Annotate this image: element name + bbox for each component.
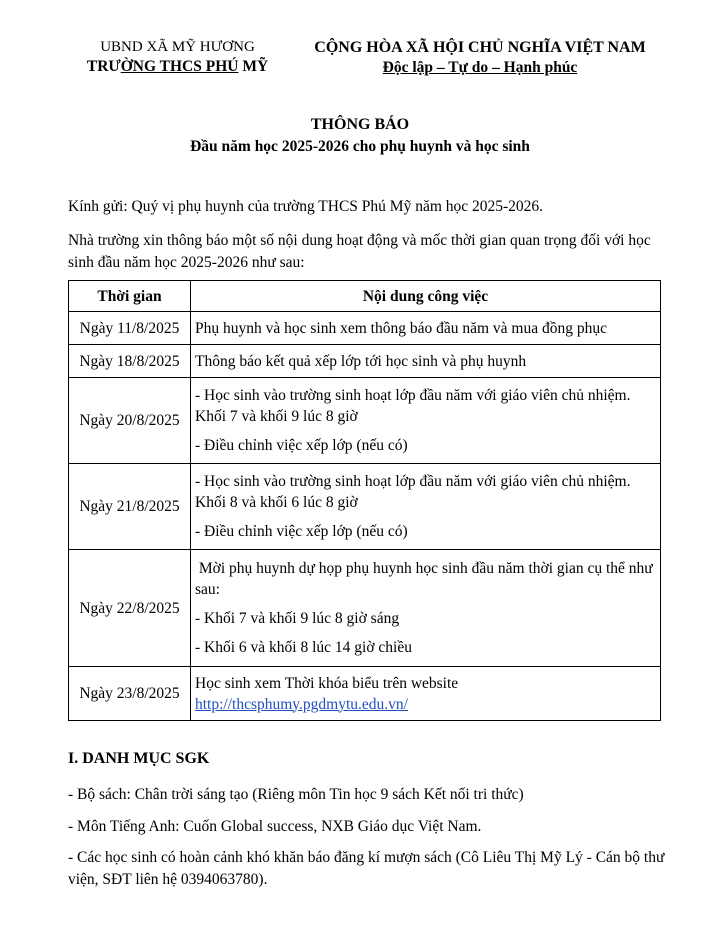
row-content	[191, 345, 661, 378]
row-content	[191, 550, 661, 667]
row-line: - Học sinh vào trường sinh hoạt lớp đầu năm với giáo viên chủ nhiệm. Khối 7 và khối 9 lúc 8 giờ	[195, 387, 631, 425]
row-content	[191, 312, 661, 345]
table-header-row	[69, 281, 661, 312]
row-date: Ngày 18/8/2025	[69, 345, 191, 378]
list-item: - Môn Tiếng Anh: Cuốn Global success, NXB Giáo dục Việt Nam.	[68, 818, 482, 835]
school-name-part1: TRƯ	[86, 58, 121, 75]
header-content: Nội dung công việc	[191, 281, 661, 312]
row-content	[191, 464, 661, 550]
salutation: Kính gửi: Quý vị phụ huynh của trường THCS Phú Mỹ năm học 2025-2026.	[68, 198, 544, 215]
list-item: - Bộ sách: Chân trời sáng tạo (Riêng môn Tin học 9 sách Kết nối tri thức)	[68, 786, 524, 803]
row-line: - Khối 7 và khối 9 lúc 8 giờ sáng	[195, 610, 400, 627]
table-row	[69, 667, 661, 721]
row-line: - Điều chỉnh việc xếp lớp (nếu có)	[195, 437, 408, 454]
website-link[interactable]: http://thcsphumy.pgdmytu.edu.vn/	[195, 695, 408, 713]
document-title: THÔNG BÁO	[310, 116, 410, 133]
row-line: Thông báo kết quả xếp lớp tới học sinh và phụ huynh	[195, 352, 527, 370]
row-date: Ngày 21/8/2025	[69, 464, 191, 550]
row-date: Ngày 20/8/2025	[69, 378, 191, 464]
row-content	[191, 667, 661, 721]
national-motto: Độc lập – Tự do – Hạnh phúc	[382, 59, 578, 76]
row-date: Ngày 22/8/2025	[69, 550, 191, 667]
table-row	[69, 312, 661, 345]
intro-paragraph: Nhà trường xin thông báo một số nội dung hoạt động và mốc thời gian quan trọng đối với học sinh đầu năm học 2025-2026 như sau:	[68, 232, 651, 271]
row-line: Học sinh xem Thời khóa biểu trên website	[195, 674, 459, 692]
school-name-part3: MỸ	[238, 58, 269, 75]
schedule-table	[68, 280, 661, 721]
table-row	[69, 378, 661, 464]
country-name: CỘNG HÒA XÃ HỘI CHỦ NGHĨA VIỆT NAM	[314, 39, 646, 56]
table-row	[69, 464, 661, 550]
school-name-part2: ỜNG THCS PHÚ	[120, 58, 239, 75]
row-line: Mời phụ huynh dự họp phụ huynh học sinh đầu năm thời gian cụ thể như sau:	[195, 560, 657, 598]
table-row	[69, 345, 661, 378]
list-item: - Các học sinh có hoàn cảnh khó khăn báo đăng kí mượn sách (Cô Liêu Thị Mỹ Lý - Cán bộ thư viện, SĐT liên hệ 0394063780).	[68, 849, 665, 888]
header-time: Thời gian	[69, 281, 191, 312]
school-name	[70, 57, 285, 76]
row-line: - Khối 6 và khối 8 lúc 14 giờ chiều	[195, 639, 412, 656]
row-line: - Điều chỉnh việc xếp lớp (nếu có)	[195, 523, 408, 540]
row-line: - Học sinh vào trường sinh hoạt lớp đầu năm với giáo viên chủ nhiệm. Khối 8 và khối 6 lúc 8 giờ	[195, 473, 631, 511]
row-line: Phụ huynh và học sinh xem thông báo đầu năm và mua đồng phục	[195, 319, 607, 337]
header-left	[70, 38, 285, 76]
row-content	[191, 378, 661, 464]
row-date: Ngày 11/8/2025	[69, 312, 191, 345]
row-date: Ngày 23/8/2025	[69, 667, 191, 721]
table-row	[69, 550, 661, 667]
header-right	[290, 38, 670, 78]
district-name: UBND XÃ MỸ HƯƠNG	[100, 39, 255, 55]
document-subtitle: Đầu năm học 2025-2026 cho phụ huynh và học sinh	[190, 138, 530, 155]
section-heading: I. DANH MỤC SGK	[68, 750, 210, 767]
